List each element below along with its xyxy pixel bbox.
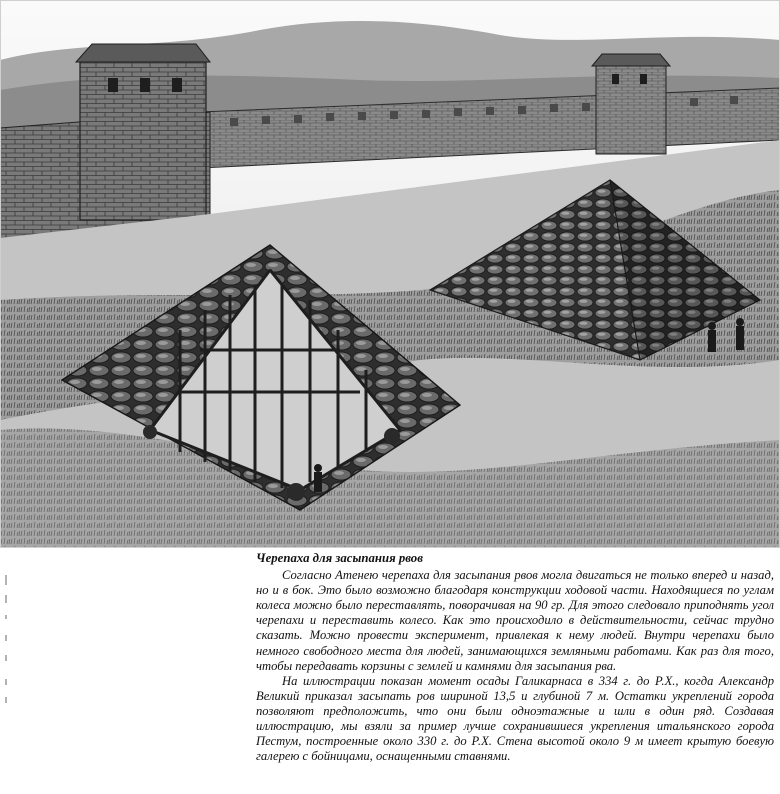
tower-left bbox=[76, 44, 210, 220]
tower-right bbox=[592, 54, 670, 154]
wheel bbox=[384, 428, 400, 444]
caption-title: Черепаха для засыпания рвов bbox=[256, 551, 423, 565]
wheel bbox=[143, 425, 157, 439]
margin-scan-marks bbox=[2, 575, 10, 705]
figure-caption bbox=[256, 551, 774, 764]
caption-paragraph: На иллюстрации показан момент осады Галикарнаса в 334 г. до Р.Х., когда Александр Великий приказал засыпать ров шириной 13,5 и глубиной 7 м. Остатки укреплений города позволяют предположить, что они были одноэтажные и шли в один ряд. Создавая иллюстрацию, мы взяли за пример лучше сохранившиеся укрепления итальянского города Пестум, построенные около 330 г. до Р.Х. Стена высотой около 9 м имеет крытую боевую галерею с бойницами, оснащенными ставнями. bbox=[256, 673, 774, 764]
caption-paragraph: Согласно Атенею черепаха для засыпания рвов могла двигаться не только вперед и назад, но и в бок. Это было возможно благодаря конструкции ходовой части. Находящиеся по углам колеса можно было переставлять, поворачивая на 90 гр. Для этого следовало приподнять угол черепахи и переставить колесо. Как это происходило в действительности, сейчас трудно сказать. Можно провести эксперимент, привлекая к нему людей. Внутри черепахи было немного свободного места для людей, занимающихся земляными работами. Как раз для того, чтобы передавать корзины с землей и камнями для засыпания рва. bbox=[256, 568, 774, 673]
wheel bbox=[287, 483, 305, 501]
